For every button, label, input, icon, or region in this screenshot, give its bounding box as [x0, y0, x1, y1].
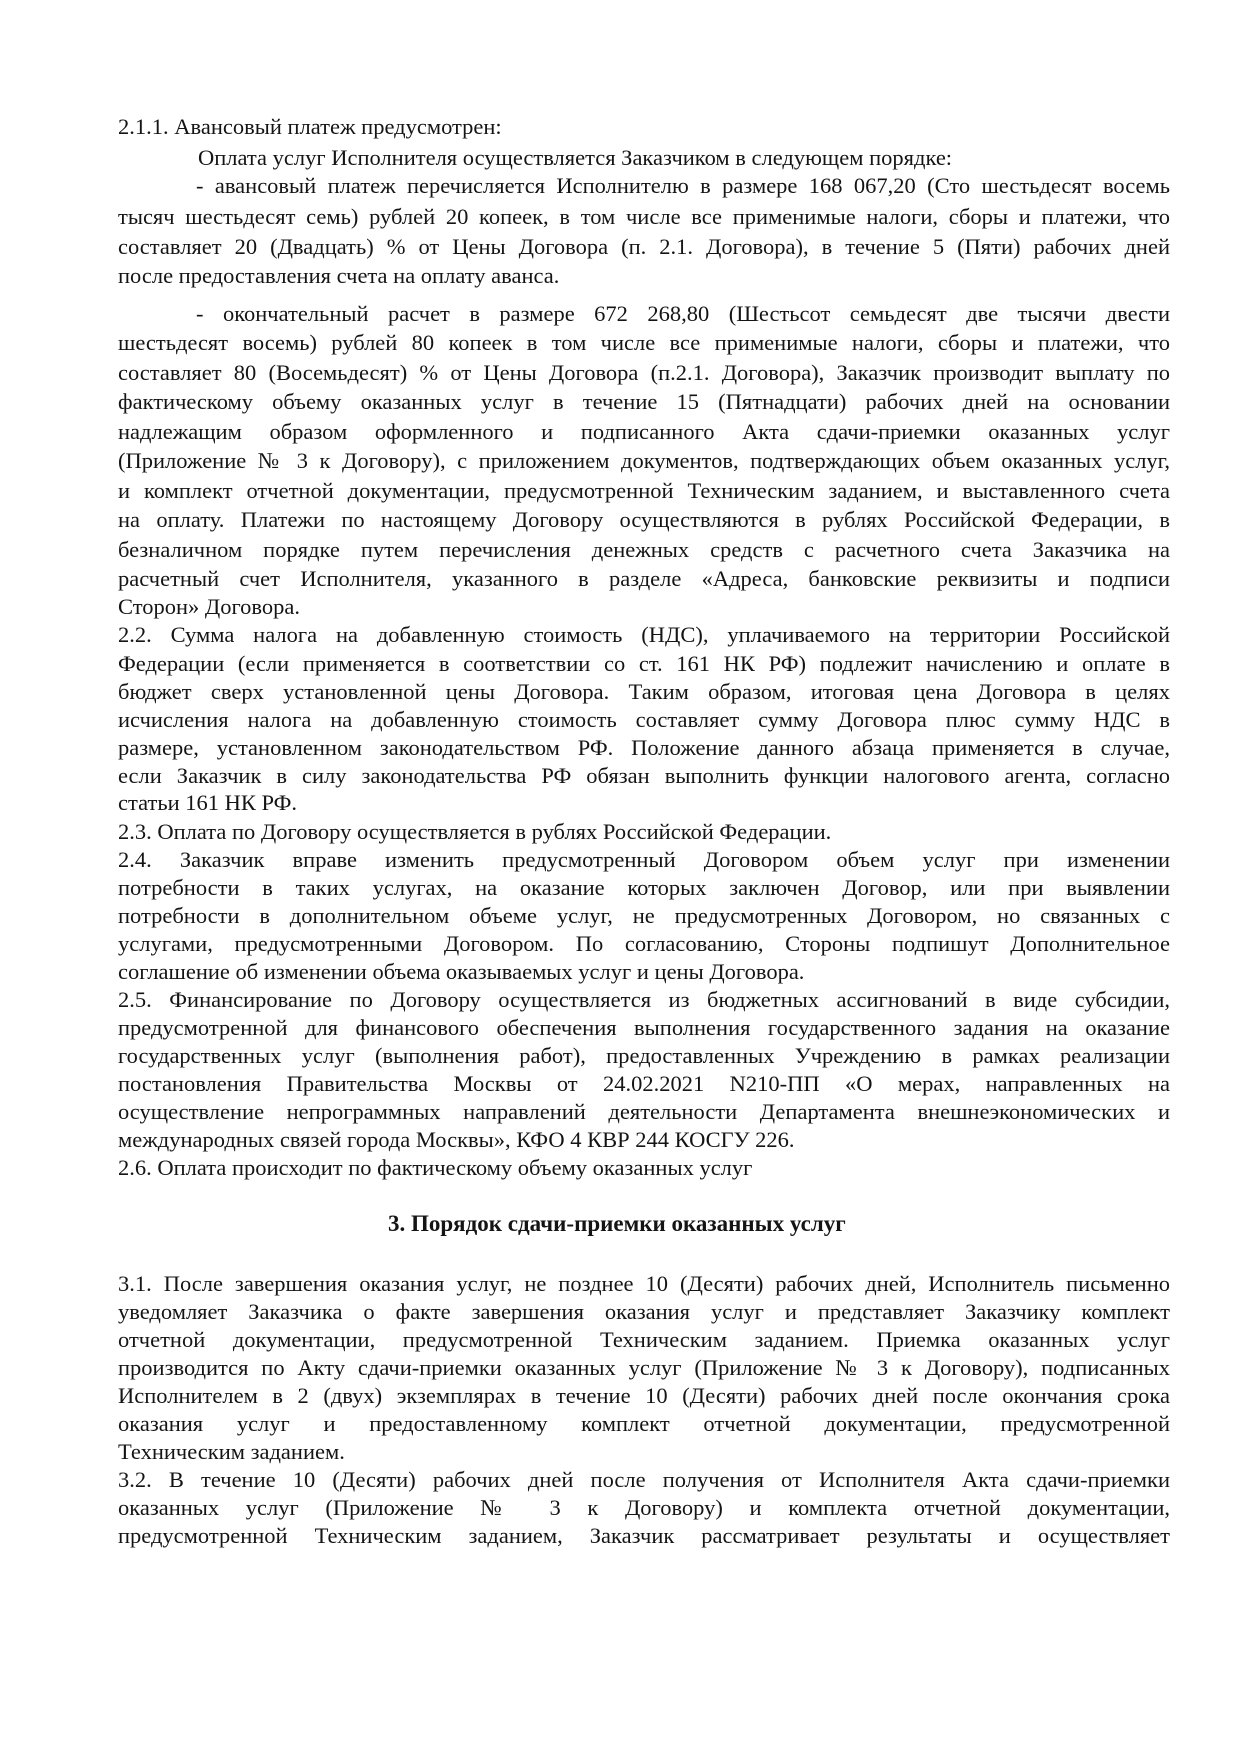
clause-2-2-line: исчисления налога на добавленную стоимость составляет сумму Договора плюс сумму НДС в [118, 707, 1170, 732]
clause-2-1-1-line: составляет 80 (Восемьдесят) % от Цены Договора (п.2.1. Договора), Заказчик производит выплату по [118, 360, 1170, 385]
clause-3-2-line: предусмотренной Техническим заданием, Заказчик рассматривает результаты и осуществляет [118, 1523, 1170, 1548]
clause-2-1-1-line: и комплект отчетной документации, предусмотренной Техническим заданием, и выставленного счета [118, 478, 1170, 503]
clause-2-2-line: бюджет сверх установленной цены Договора. Таким образом, итоговая цена Договора в целях [118, 679, 1170, 704]
clause-2-5-line: осуществление непрограммных направлений деятельности Департамента внешнеэкономических и [118, 1099, 1170, 1124]
clause-2-2-line: Федерации (если применяется в соответствии со ст. 161 НК РФ) подлежит начислению и оплате в [118, 651, 1170, 676]
clause-2-1-1-line: надлежащим образом оформленного и подписанного Акта сдачи-приемки оказанных услуг [118, 419, 1170, 444]
clause-2-1-1-line: безналичном порядке путем перечисления денежных средств с расчетного счета Заказчика на [118, 537, 1170, 562]
clause-2-1-1-line: - окончательный расчет в размере 672 268,80 (Шестьсот семьдесят две тысячи двести [196, 301, 1170, 326]
clause-2-6-line: 2.6. Оплата происходит по фактическому объему оказанных услуг [118, 1155, 753, 1180]
clause-2-1-1-line: Сторон» Договора. [118, 594, 301, 619]
clause-2-4-line: услугами, предусмотренными Договором. По согласованию, Стороны подпишут Дополнительное [118, 931, 1170, 956]
clause-2-2-line: размере, установленном законодательством РФ. Положение данного абзаца применяется в случае, [118, 735, 1170, 760]
clause-2-5-line: постановления Правительства Москвы от 24.02.2021 N210-ПП «О мерах, направленных на [118, 1071, 1170, 1096]
clause-2-2-line: статьи 161 НК РФ. [118, 790, 298, 815]
clause-2-4-line: 2.4. Заказчик вправе изменить предусмотренный Договором объем услуг при изменении [118, 847, 1170, 872]
clause-2-1-1-line: фактическому объему оказанных услуг в течение 15 (Пятнадцати) рабочих дней на основании [118, 389, 1170, 414]
clause-2-4-line: потребности в дополнительном объеме услуг, не предусмотренных Договором, но связанных с [118, 903, 1170, 928]
clause-2-5-line: 2.5. Финансирование по Договору осуществляется из бюджетных ассигнований в виде субсидии, [118, 987, 1170, 1012]
clause-2-5-line: государственных услуг (выполнения работ), предоставленных Учреждению в рамках реализации [118, 1043, 1170, 1068]
clause-3-1-line: отчетной документации, предусмотренной Техническим заданием. Приемка оказанных услуг [118, 1327, 1170, 1352]
clause-3-2-line: 3.2. В течение 10 (Десяти) рабочих дней после получения от Исполнителя Акта сдачи-приемки [118, 1467, 1170, 1492]
clause-3-1-line: Исполнителем в 2 (двух) экземплярах в течение 10 (Десяти) рабочих дней после окончания срока [118, 1383, 1170, 1408]
clause-2-1-1-line: составляет 20 (Двадцать) % от Цены Договора (п. 2.1. Договора), в течение 5 (Пяти) рабочих дней [118, 234, 1170, 259]
clause-2-3-line: 2.3. Оплата по Договору осуществляется в рублях Российской Федерации. [118, 819, 832, 844]
clause-2-5-line: международных связей города Москвы», КФО 4 КВР 244 КОСГУ 226. [118, 1127, 795, 1152]
clause-2-1-1-line: на оплату. Платежи по настоящему Договору осуществляются в рублях Российской Федерации, в [118, 507, 1170, 532]
clause-2-1-1-line: после предоставления счета на оплату аванса. [118, 263, 560, 288]
clause-2-2-line: если Заказчик в силу законодательства РФ обязан выполнить функции налогового агента, согласно [118, 763, 1170, 788]
clause-2-4-line: соглашение об изменении объема оказываемых услуг и цены Договора. [118, 959, 805, 984]
clause-3-1-line: Техническим заданием. [118, 1439, 345, 1464]
clause-2-1-1-line: Оплата услуг Исполнителя осуществляется Заказчиком в следующем порядке: [198, 145, 953, 170]
clause-3-1-line: производится по Акту сдачи-приемки оказанных услуг (Приложение № 3 к Договору), подписанных [118, 1355, 1170, 1380]
clause-2-1-1-line: (Приложение № 3 к Договору), с приложением документов, подтверждающих объем оказанных услуг, [118, 448, 1170, 473]
clause-2-1-1-line: шестьдесят восемь) рублей 80 копеек в том числе все применимые налоги, сборы и платежи, что [118, 330, 1170, 355]
section-3-heading: 3. Порядок сдачи-приемки оказанных услуг [388, 1211, 846, 1236]
clause-3-2-line: оказанных услуг (Приложение № 3 к Договору) и комплекта отчетной документации, [118, 1495, 1170, 1520]
clause-3-1-line: 3.1. После завершения оказания услуг, не позднее 10 (Десяти) рабочих дней, Исполнитель письменно [118, 1271, 1170, 1296]
clause-2-4-line: потребности в таких услугах, на оказание которых заключен Договор, или при выявлении [118, 875, 1170, 900]
clause-2-5-line: предусмотренной для финансового обеспечения выполнения государственного задания на оказание [118, 1015, 1170, 1040]
clause-2-1-1-line: тысяч шестьдесят семь) рублей 20 копеек, в том числе все применимые налоги, сборы и платежи, что [118, 204, 1170, 229]
clause-3-1-line: оказания услуг и предоставленному комплект отчетной документации, предусмотренной [118, 1411, 1170, 1436]
clause-2-2-line: 2.2. Сумма налога на добавленную стоимость (НДС), уплачиваемого на территории Российской [118, 622, 1170, 647]
clause-2-1-1-title: 2.1.1. Авансовый платеж предусмотрен: [118, 114, 502, 139]
clause-3-1-line: уведомляет Заказчика о факте завершения оказания услуг и представляет Заказчику комплект [118, 1299, 1170, 1324]
clause-2-1-1-line: расчетный счет Исполнителя, указанного в разделе «Адреса, банковские реквизиты и подписи [118, 566, 1170, 591]
clause-2-1-1-line: - авансовый платеж перечисляется Исполнителю в размере 168 067,20 (Сто шестьдесят восемь [196, 173, 1170, 198]
